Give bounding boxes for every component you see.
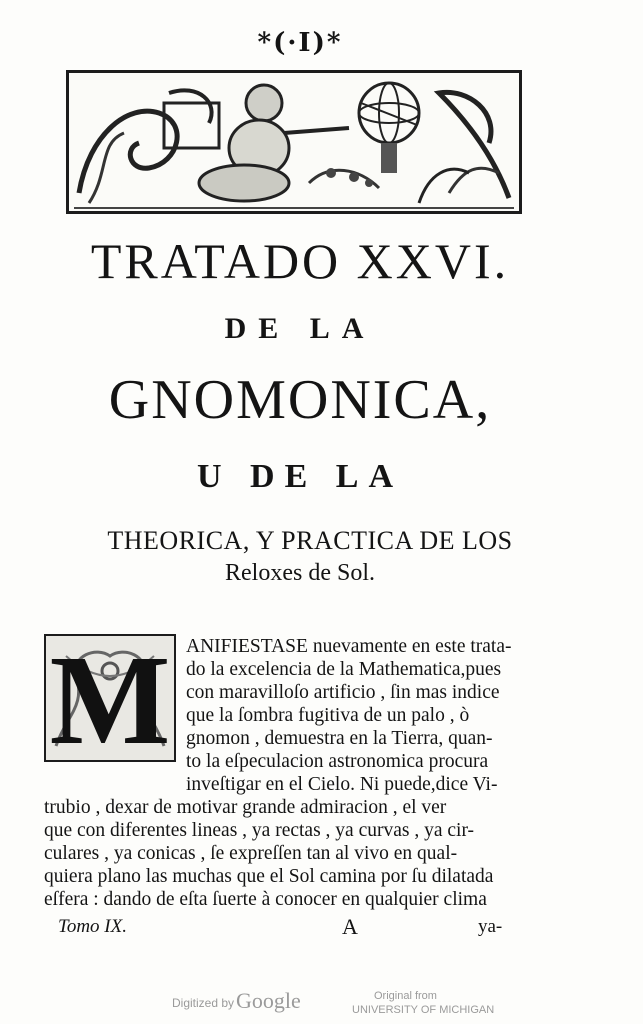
signature-mark: A — [342, 914, 358, 939]
volume-label: Tomo IX. — [58, 916, 127, 937]
headpiece-engraving — [66, 70, 522, 214]
body-line: que con diferentes lineas , ya rectas , ya curvas , ya cir- — [44, 820, 475, 841]
page-number: *(·I)* — [257, 28, 343, 58]
catchword: ya- — [478, 916, 503, 937]
title-de-la: DE LA — [224, 312, 376, 345]
subtitle-reloxes: Reloxes de Sol. — [225, 560, 375, 586]
subtitle-theorica: THEORICA, Y PRACTICA DE LOS — [107, 526, 513, 555]
drop-cap-initial — [44, 634, 176, 762]
title-u-de-la: U DE LA — [196, 458, 404, 495]
drop-cap-letter: M — [49, 634, 171, 762]
body-line: eſfera : dando de eſta ſuerte à conocer en qualquier clima — [44, 889, 487, 910]
google-logo-text: Google — [236, 988, 301, 1013]
body-line: que la ſombra fugitiva de un palo , ò — [186, 705, 470, 726]
body-line: culares , ya conicas , ſe expreſſen tan al vivo en qual- — [44, 843, 458, 864]
body-line: trubio , dexar de motivar grande admiracion , el ver — [44, 797, 447, 818]
university-label: UNIVERSITY OF MICHIGAN — [352, 1004, 495, 1016]
original-from-label: Original from — [374, 990, 437, 1002]
body-line: con maravilloſo artificio , ſin mas indice — [186, 682, 500, 703]
digitized-by-label: Digitized by — [172, 996, 235, 1010]
body-line: ANIFIESTASE nuevamente en este trata- — [186, 636, 512, 657]
body-line: quiera plano las muchas que el Sol camina por ſu dilatada — [44, 866, 494, 887]
engraving-illustration — [69, 73, 519, 211]
treatise-title: TRATADO XXVI. — [90, 233, 510, 289]
body-line: inveſtigar en el Cielo. Ni puede,dice Vi- — [186, 774, 498, 795]
body-line: to la eſpeculacion astronomica procura — [186, 751, 489, 772]
body-line: do la excelencia de la Mathematica,pues — [186, 659, 502, 680]
body-line: gnomon , demuestra en la Tierra, quan- — [186, 728, 493, 749]
title-gnomonica: GNOMONICA, — [108, 369, 492, 431]
